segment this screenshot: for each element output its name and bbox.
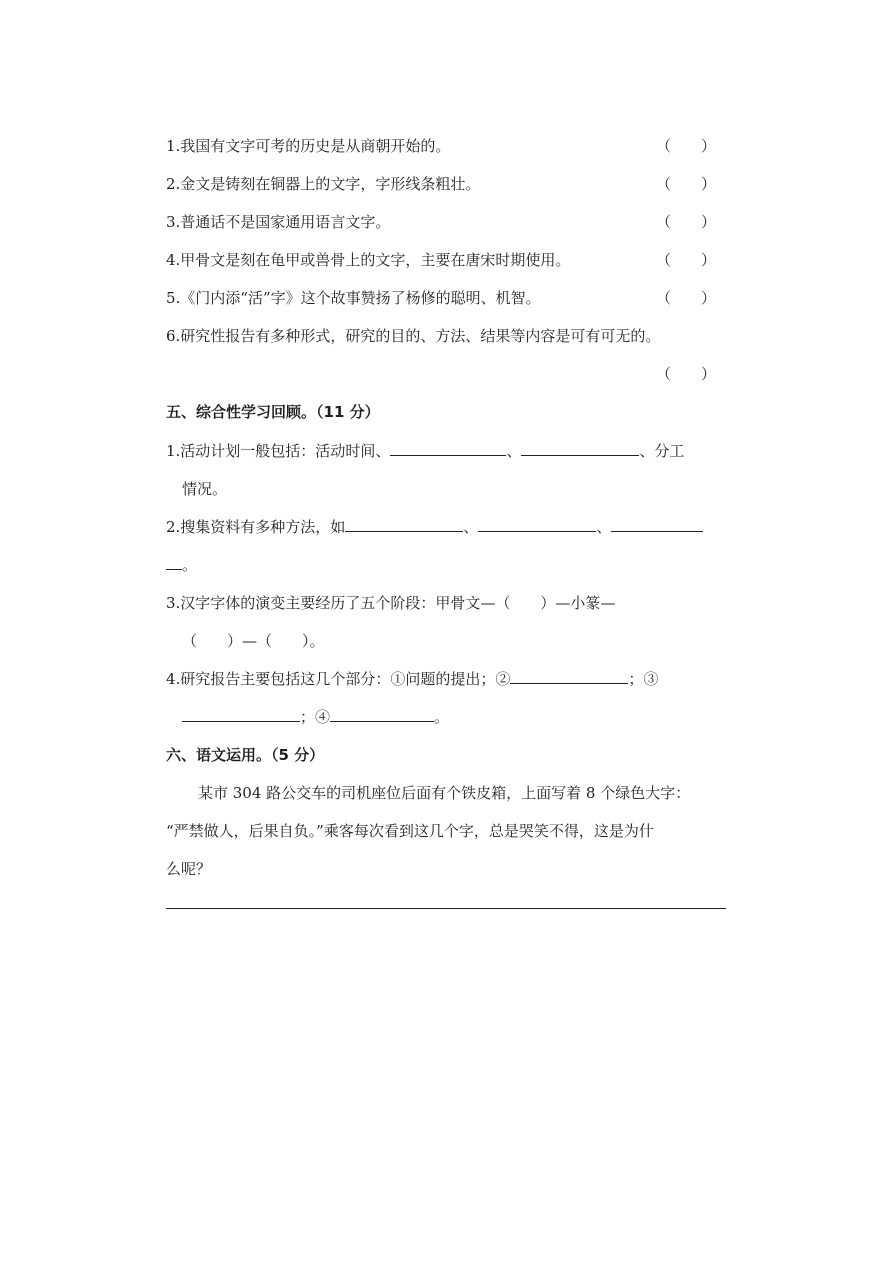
answer-blank[interactable] <box>611 517 703 532</box>
q5-2-text: 2.搜集资料有多种方法，如 <box>166 518 346 536</box>
answer-blank[interactable] <box>330 707 434 722</box>
answer-blank[interactable] <box>510 669 628 684</box>
question-5-4 <box>166 669 658 689</box>
section-6-heading: 六、语文运用。（5 分） <box>166 746 325 764</box>
q5-1-continuation: 情况。 <box>182 480 228 498</box>
answer-blank[interactable] <box>345 517 463 532</box>
answer-paren-1[interactable]: （ ） <box>656 137 717 155</box>
separator: 、 <box>506 442 522 460</box>
passage-line-1: 某市 304 路公交车的司机座位后面有个铁皮箱，上面写着 8 个绿色大字： <box>198 784 691 802</box>
judgement-item-3: 3.普通话不是国家通用语言文字。 <box>166 213 391 231</box>
q5-4-end: 。 <box>434 708 450 726</box>
answer-paren-2[interactable]: （ ） <box>656 175 717 193</box>
q5-2-continuation <box>166 555 197 575</box>
separator: 、 <box>596 518 612 536</box>
separator: ；④ <box>300 708 331 726</box>
answer-paren-4[interactable]: （ ） <box>656 251 717 269</box>
passage-line-3: 么呢？ <box>166 860 212 878</box>
q5-4-text: 4.研究报告主要包括这几个部分：①问题的提出；② <box>166 670 511 688</box>
answer-line[interactable] <box>166 908 726 909</box>
answer-blank[interactable] <box>166 555 182 570</box>
judgement-item-2: 2.金文是铸刻在铜器上的文字，字形线条粗壮。 <box>166 175 481 193</box>
answer-blank[interactable] <box>521 441 639 456</box>
answer-paren-6[interactable]: （ ） <box>656 365 717 383</box>
q5-1-tail: 、分工 <box>639 442 685 460</box>
judgement-item-1: 1.我国有文字可考的历史是从商朝开始的。 <box>166 137 451 155</box>
answer-paren-3[interactable]: （ ） <box>656 213 717 231</box>
q5-3-continuation: （ ）—（ ）。 <box>182 632 325 650</box>
judgement-item-6: 6.研究性报告有多种形式，研究的目的、方法、结果等内容是可有可无的。 <box>166 327 661 345</box>
judgement-item-4: 4.甲骨文是刻在龟甲或兽骨上的文字，主要在唐宋时期使用。 <box>166 251 571 269</box>
q5-4-continuation <box>182 707 449 727</box>
passage-line-2: “严禁做人，后果自负。”乘客每次看到这几个字，总是哭笑不得，这是为什 <box>166 822 654 840</box>
separator: 、 <box>463 518 479 536</box>
question-5-2 <box>166 517 703 537</box>
separator: ；③ <box>628 670 659 688</box>
question-5-1 <box>166 441 684 461</box>
answer-blank[interactable] <box>390 441 506 456</box>
question-5-3: 3.汉字字体的演变主要经历了五个阶段：甲骨文—（ ）—小篆— <box>166 594 616 612</box>
answer-blank[interactable] <box>478 517 596 532</box>
answer-paren-5[interactable]: （ ） <box>656 289 717 307</box>
q5-2-end: 。 <box>182 556 198 574</box>
answer-blank[interactable] <box>182 707 300 722</box>
judgement-item-5: 5.《门内添“活”字》这个故事赞扬了杨修的聪明、机智。 <box>166 289 541 307</box>
q5-1-text: 1.活动计划一般包括：活动时间、 <box>166 442 391 460</box>
section-5-heading: 五、综合性学习回顾。（11 分） <box>166 403 380 421</box>
